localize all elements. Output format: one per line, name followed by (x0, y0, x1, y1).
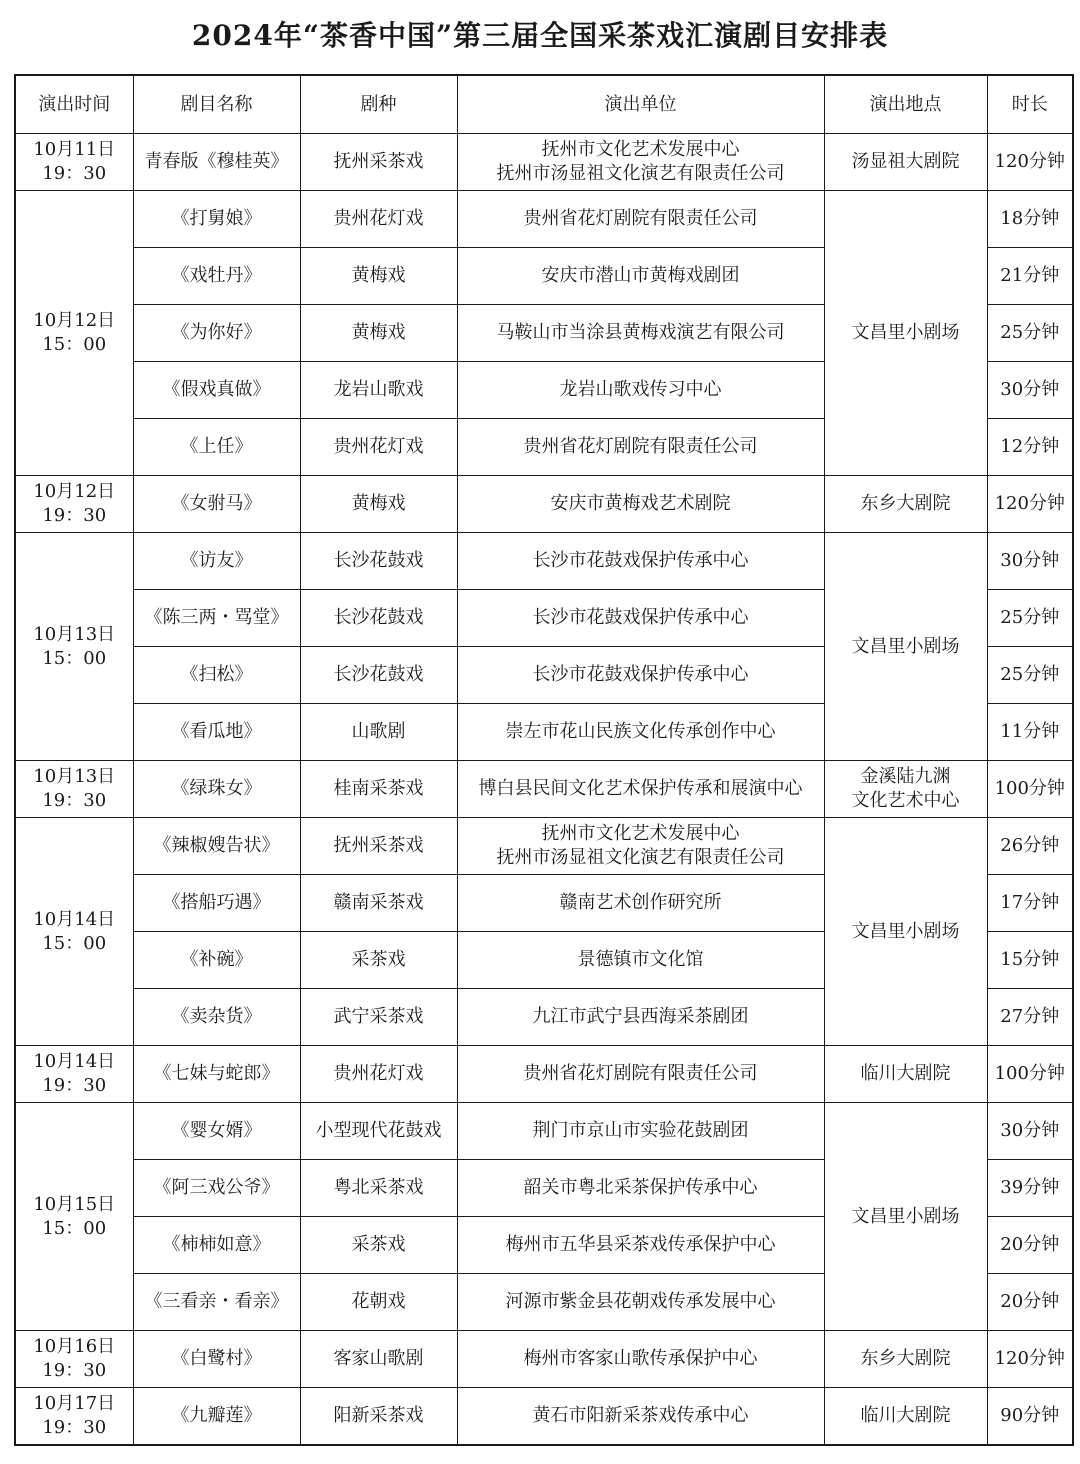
table-row (15, 191, 1073, 248)
header-duration: 时长 (987, 75, 1073, 134)
troupe-cell: 长沙市花鼓戏保护传承中心 (457, 533, 824, 590)
play-cell: 《搭船巧遇》 (133, 875, 300, 932)
genre-cell: 赣南采茶戏 (300, 875, 457, 932)
table-row (15, 134, 1073, 191)
time-cell: 10月13日 15：00 (15, 533, 133, 761)
duration-cell: 20分钟 (987, 1217, 1073, 1274)
time-cell: 10月17日 19：30 (15, 1388, 133, 1445)
duration-cell: 25分钟 (987, 647, 1073, 704)
genre-cell: 长沙花鼓戏 (300, 590, 457, 647)
venue-cell: 东乡大剧院 (824, 476, 987, 533)
play-cell: 《假戏真做》 (133, 362, 300, 419)
troupe-cell: 九江市武宁县西海采茶剧团 (457, 989, 824, 1046)
time-cell: 10月16日 19：30 (15, 1331, 133, 1388)
play-cell: 《九瓣莲》 (133, 1388, 300, 1445)
time-cell: 10月12日 15：00 (15, 191, 133, 476)
play-cell: 《打舅娘》 (133, 191, 300, 248)
troupe-cell: 黄石市阳新采茶戏传承中心 (457, 1388, 824, 1445)
troupe-cell: 荆门市京山市实验花鼓剧团 (457, 1103, 824, 1160)
venue-cell: 临川大剧院 (824, 1388, 987, 1445)
table-row (15, 533, 1073, 590)
table-row (15, 761, 1073, 818)
play-cell: 《女驸马》 (133, 476, 300, 533)
time-cell: 10月12日 19：30 (15, 476, 133, 533)
troupe-cell: 龙岩山歌戏传习中心 (457, 362, 824, 419)
header-time: 演出时间 (15, 75, 133, 134)
time-cell: 10月13日 19：30 (15, 761, 133, 818)
duration-cell: 30分钟 (987, 1103, 1073, 1160)
table-row (15, 1331, 1073, 1388)
duration-cell: 90分钟 (987, 1388, 1073, 1445)
table-row (15, 1103, 1073, 1160)
play-cell: 《辣椒嫂告状》 (133, 818, 300, 875)
genre-cell: 采茶戏 (300, 1217, 457, 1274)
duration-cell: 26分钟 (987, 818, 1073, 875)
genre-cell: 小型现代花鼓戏 (300, 1103, 457, 1160)
troupe-cell: 河源市紫金县花朝戏传承发展中心 (457, 1274, 824, 1331)
venue-cell: 金溪陆九渊 文化艺术中心 (824, 761, 987, 818)
play-cell: 《七妹与蛇郎》 (133, 1046, 300, 1103)
genre-cell: 采茶戏 (300, 932, 457, 989)
genre-cell: 贵州花灯戏 (300, 1046, 457, 1103)
header-play: 剧目名称 (133, 75, 300, 134)
play-cell: 《访友》 (133, 533, 300, 590)
troupe-cell: 长沙市花鼓戏保护传承中心 (457, 590, 824, 647)
duration-cell: 12分钟 (987, 419, 1073, 476)
genre-cell: 黄梅戏 (300, 248, 457, 305)
duration-cell: 25分钟 (987, 590, 1073, 647)
table-row (15, 476, 1073, 533)
play-cell: 《婴女婿》 (133, 1103, 300, 1160)
genre-cell: 花朝戏 (300, 1274, 457, 1331)
play-cell: 《看瓜地》 (133, 704, 300, 761)
duration-cell: 15分钟 (987, 932, 1073, 989)
troupe-cell: 长沙市花鼓戏保护传承中心 (457, 647, 824, 704)
duration-cell: 100分钟 (987, 1046, 1073, 1103)
header-row (15, 75, 1073, 134)
genre-cell: 黄梅戏 (300, 476, 457, 533)
duration-cell: 100分钟 (987, 761, 1073, 818)
page-title: 2024年“茶香中国”第三届全国采茶戏汇演剧目安排表 (191, 19, 889, 52)
troupe-cell: 安庆市潜山市黄梅戏剧团 (457, 248, 824, 305)
header-genre: 剧种 (300, 75, 457, 134)
duration-cell: 120分钟 (987, 134, 1073, 191)
troupe-cell: 博白县民间文化艺术保护传承和展演中心 (457, 761, 824, 818)
genre-cell: 抚州采茶戏 (300, 818, 457, 875)
play-cell: 青春版《穆桂英》 (133, 134, 300, 191)
genre-cell: 阳新采茶戏 (300, 1388, 457, 1445)
troupe-cell: 马鞍山市当涂县黄梅戏演艺有限公司 (457, 305, 824, 362)
duration-cell: 30分钟 (987, 362, 1073, 419)
play-cell: 《扫松》 (133, 647, 300, 704)
genre-cell: 武宁采茶戏 (300, 989, 457, 1046)
troupe-cell: 崇左市花山民族文化传承创作中心 (457, 704, 824, 761)
duration-cell: 25分钟 (987, 305, 1073, 362)
duration-cell: 120分钟 (987, 1331, 1073, 1388)
genre-cell: 山歌剧 (300, 704, 457, 761)
troupe-cell: 梅州市客家山歌传承保护中心 (457, 1331, 824, 1388)
time-cell: 10月14日 19：30 (15, 1046, 133, 1103)
duration-cell: 18分钟 (987, 191, 1073, 248)
play-cell: 《补碗》 (133, 932, 300, 989)
genre-cell: 长沙花鼓戏 (300, 647, 457, 704)
troupe-cell: 抚州市文化艺术发展中心 抚州市汤显祖文化演艺有限责任公司 (457, 818, 824, 875)
venue-cell: 东乡大剧院 (824, 1331, 987, 1388)
play-cell: 《卖杂货》 (133, 989, 300, 1046)
play-cell: 《戏牡丹》 (133, 248, 300, 305)
play-cell: 《上任》 (133, 419, 300, 476)
venue-cell: 临川大剧院 (824, 1046, 987, 1103)
duration-cell: 17分钟 (987, 875, 1073, 932)
troupe-cell: 抚州市文化艺术发展中心 抚州市汤显祖文化演艺有限责任公司 (457, 134, 824, 191)
genre-cell: 贵州花灯戏 (300, 419, 457, 476)
play-cell: 《陈三两・骂堂》 (133, 590, 300, 647)
time-cell: 10月14日 15：00 (15, 818, 133, 1046)
duration-cell: 27分钟 (987, 989, 1073, 1046)
genre-cell: 黄梅戏 (300, 305, 457, 362)
troupe-cell: 梅州市五华县采茶戏传承保护中心 (457, 1217, 824, 1274)
table-row (15, 818, 1073, 875)
duration-cell: 30分钟 (987, 533, 1073, 590)
duration-cell: 39分钟 (987, 1160, 1073, 1217)
duration-cell: 120分钟 (987, 476, 1073, 533)
play-cell: 《绿珠女》 (133, 761, 300, 818)
time-cell: 10月11日 19：30 (15, 134, 133, 191)
header-troupe: 演出单位 (457, 75, 824, 134)
genre-cell: 粤北采茶戏 (300, 1160, 457, 1217)
troupe-cell: 贵州省花灯剧院有限责任公司 (457, 1046, 824, 1103)
venue-cell: 文昌里小剧场 (824, 191, 987, 476)
play-cell: 《三看亲・看亲》 (133, 1274, 300, 1331)
genre-cell: 桂南采茶戏 (300, 761, 457, 818)
table-row (15, 1388, 1073, 1445)
play-cell: 《阿三戏公爷》 (133, 1160, 300, 1217)
header-venue: 演出地点 (824, 75, 987, 134)
duration-cell: 11分钟 (987, 704, 1073, 761)
venue-cell: 文昌里小剧场 (824, 533, 987, 761)
venue-cell: 汤显祖大剧院 (824, 134, 987, 191)
table-row (15, 1046, 1073, 1103)
troupe-cell: 赣南艺术创作研究所 (457, 875, 824, 932)
troupe-cell: 韶关市粤北采茶保护传承中心 (457, 1160, 824, 1217)
troupe-cell: 安庆市黄梅戏艺术剧院 (457, 476, 824, 533)
venue-cell: 文昌里小剧场 (824, 818, 987, 1046)
schedule-table (14, 74, 1074, 1446)
genre-cell: 贵州花灯戏 (300, 191, 457, 248)
troupe-cell: 贵州省花灯剧院有限责任公司 (457, 191, 824, 248)
troupe-cell: 贵州省花灯剧院有限责任公司 (457, 419, 824, 476)
genre-cell: 客家山歌剧 (300, 1331, 457, 1388)
duration-cell: 21分钟 (987, 248, 1073, 305)
play-cell: 《柿柿如意》 (133, 1217, 300, 1274)
play-cell: 《为你好》 (133, 305, 300, 362)
play-cell: 《白鹭村》 (133, 1331, 300, 1388)
genre-cell: 抚州采茶戏 (300, 134, 457, 191)
time-cell: 10月15日 15：00 (15, 1103, 133, 1331)
venue-cell: 文昌里小剧场 (824, 1103, 987, 1331)
duration-cell: 20分钟 (987, 1274, 1073, 1331)
troupe-cell: 景德镇市文化馆 (457, 932, 824, 989)
genre-cell: 长沙花鼓戏 (300, 533, 457, 590)
genre-cell: 龙岩山歌戏 (300, 362, 457, 419)
